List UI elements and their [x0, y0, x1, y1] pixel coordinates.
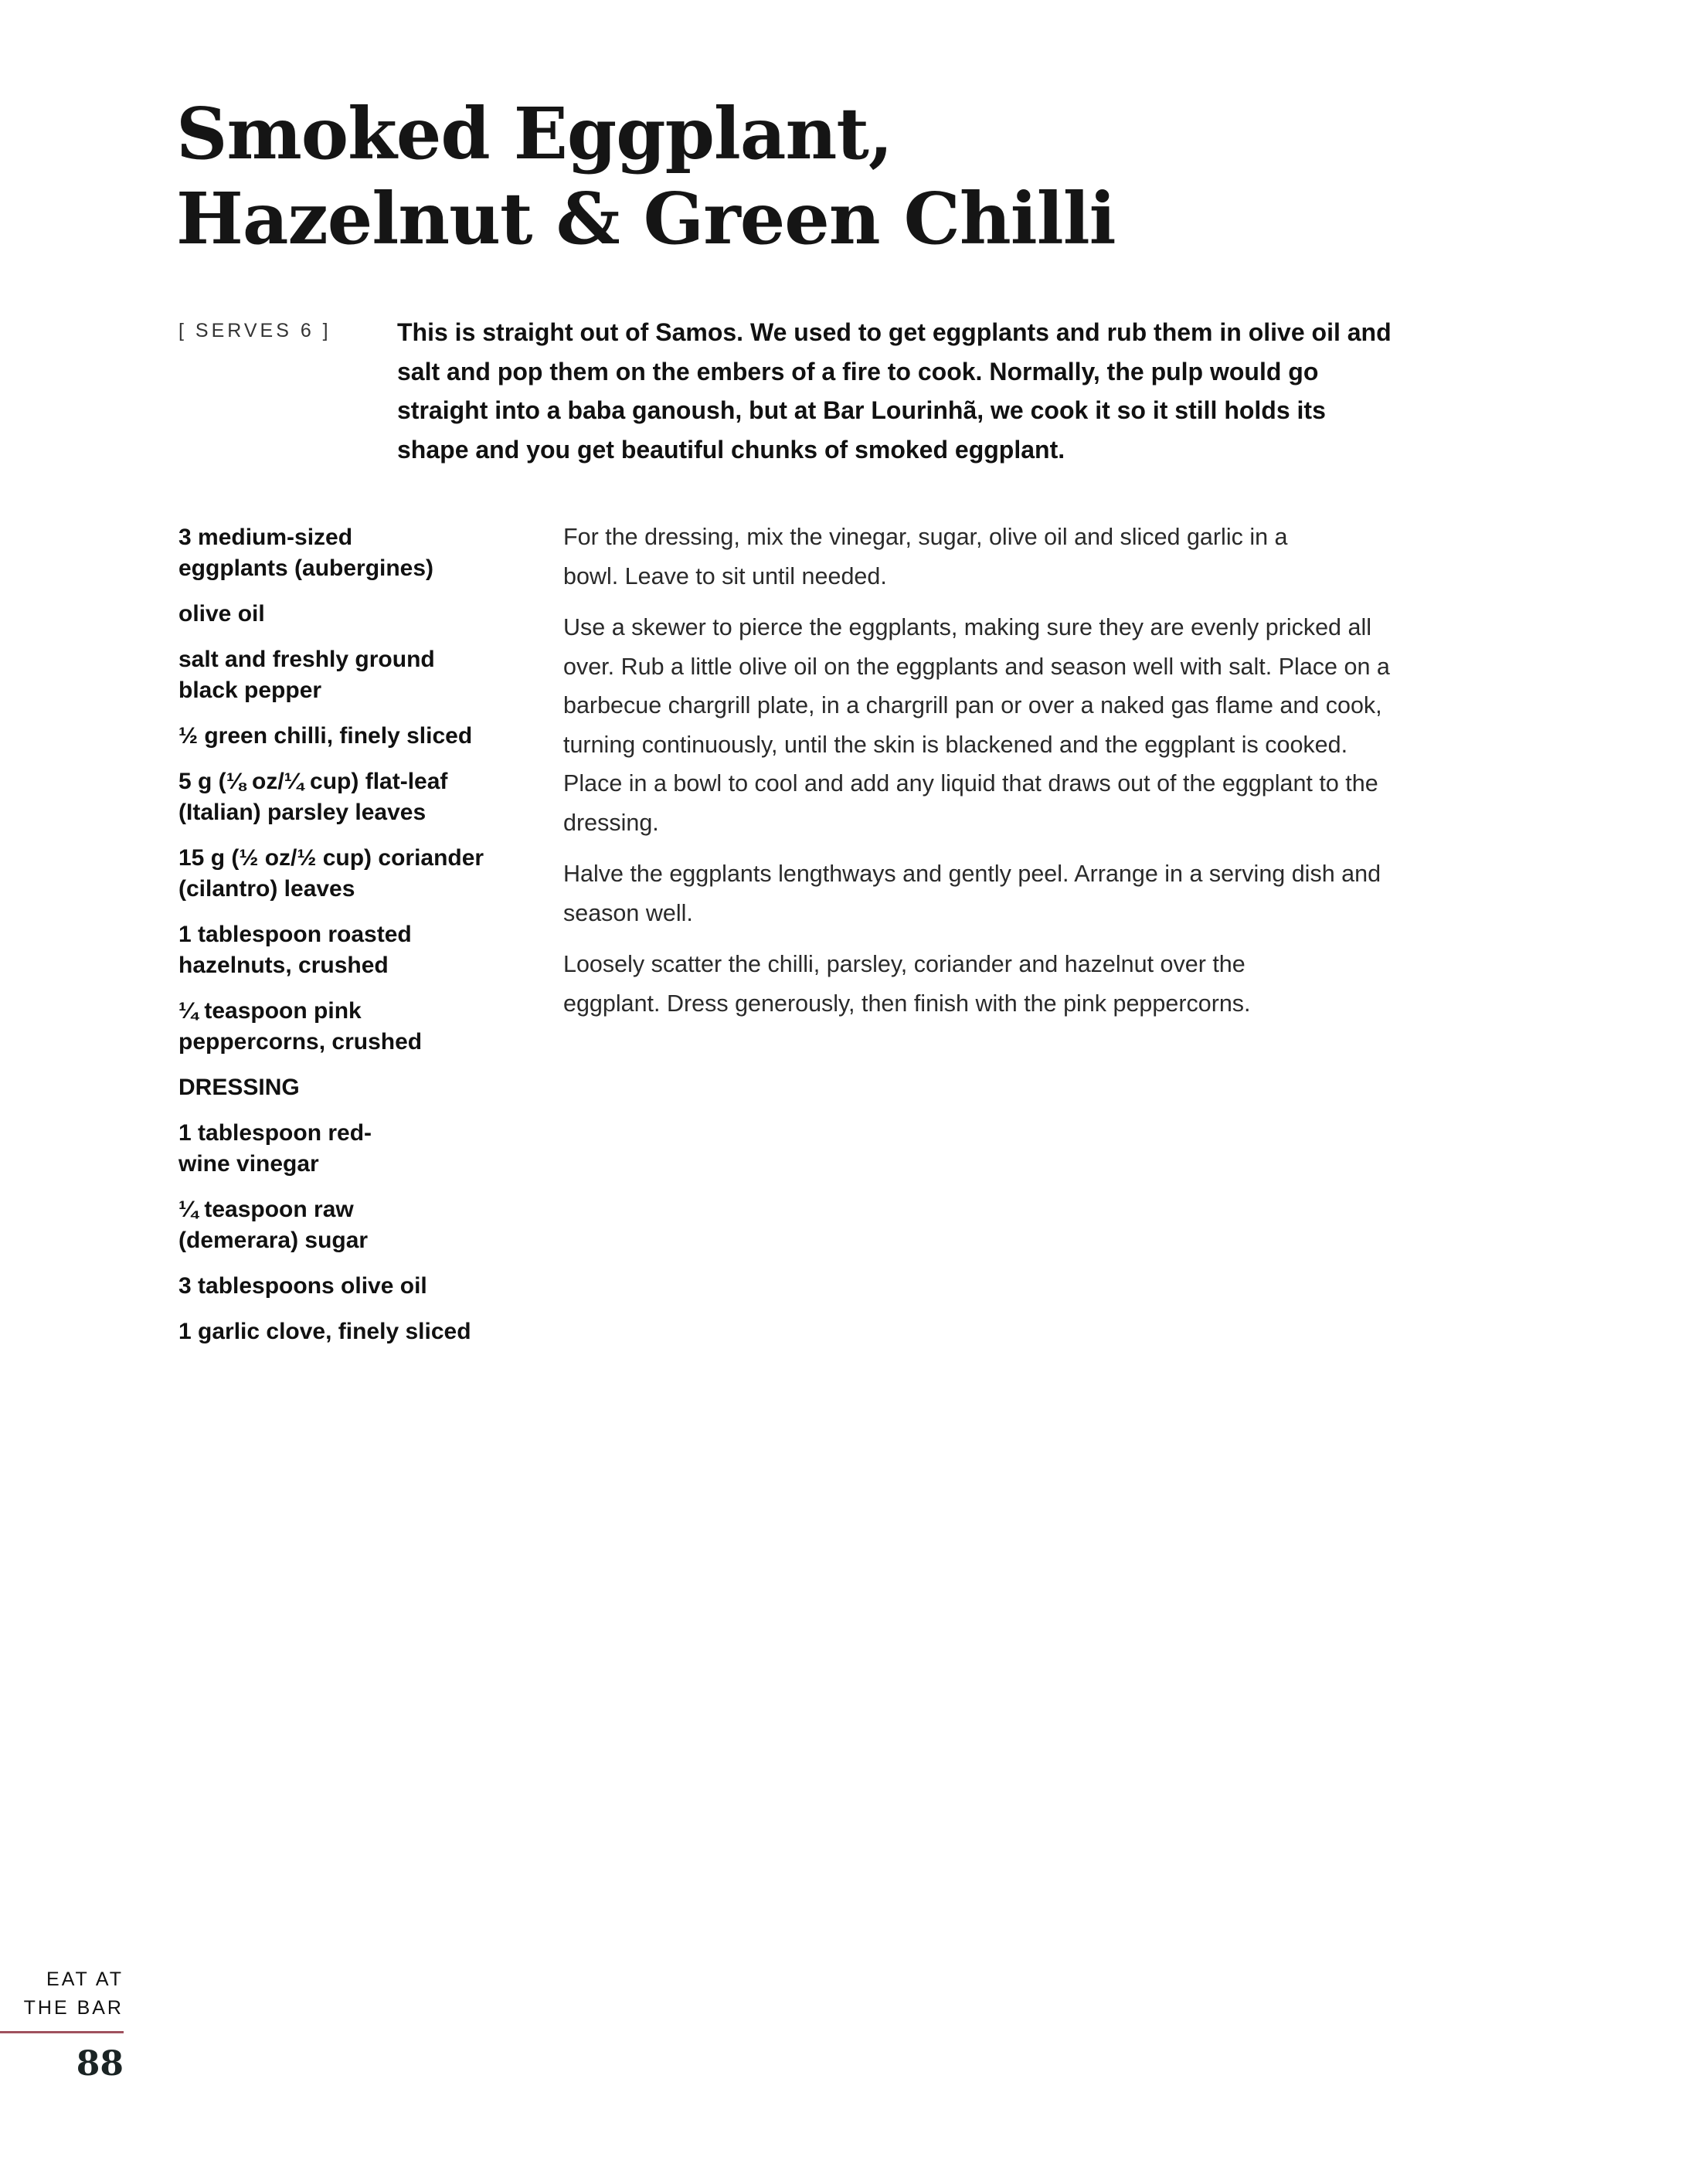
section-label-line-1: EAT AT: [46, 1968, 124, 1990]
ingredient-item: olive oil: [178, 601, 265, 627]
dressing-item: 1 tablespoon red-wine vinegar: [178, 1120, 372, 1177]
section-label-line-2: THE BAR: [23, 1997, 124, 2019]
dressing-heading: DRESSING: [178, 1075, 300, 1100]
title-line-2: Hazelnut & Green Chilli: [176, 177, 1116, 260]
ingredient-item: 15 g (½ oz/½ cup) coriander (cilantro) leaves: [178, 845, 484, 902]
page-number: 88: [76, 2044, 124, 2084]
method-step: Halve the eggplants lengthways and gently peel. Arrange in a serving dish and season well.: [563, 861, 1381, 926]
method-step: Loosely scatter the chilli, parsley, coriander and hazelnut over the eggplant. Dress generously, then finish with the pink peppercorns.: [563, 951, 1251, 1017]
serves-label: [ SERVES 6 ]: [178, 320, 331, 341]
dressing-item: 1 garlic clove, finely sliced: [178, 1319, 471, 1344]
ingredient-item: 3 medium-sized eggplants (aubergines): [178, 525, 434, 581]
ingredient-item: ¼ teaspoon pink peppercorns, crushed: [178, 998, 423, 1055]
recipe-title: [176, 91, 1116, 261]
ingredient-item: salt and freshly ground black pepper: [178, 647, 435, 703]
ingredient-item: 5 g (⅛ oz/¼ cup) flat-leaf (Italian) parsley leaves: [178, 769, 448, 825]
ingredient-list: [178, 522, 503, 1362]
footer-rule: [0, 2031, 124, 2033]
dressing-item: 3 tablespoons olive oil: [178, 1273, 427, 1299]
intro-text: This is straight out of Samos. We used to get eggplants and rub them in olive oil and salt and pop them on the embers of a fire to cook. Normally, the pulp would go straight into a baba ganoush, but at Bar Lourinhã, we cook it so it still holds its shape and you get beautiful chunks of smoked eggplant.: [397, 318, 1392, 464]
method-step: For the dressing, mix the vinegar, sugar, olive oil and sliced garlic in a bowl. Leave to sit until needed.: [563, 524, 1288, 589]
ingredient-item: ½ green chilli, finely sliced: [178, 723, 473, 749]
method-step: Use a skewer to pierce the eggplants, making sure they are evenly pricked all over. Rub a little olive oil on the eggplants and season well with salt. Place on a barbecue chargrill plate, in a chargrill pan or over a naked gas flame and cook, turning continuously, until the skin is blackened and the eggplant is cooked. Place in a bowl to cool and add any liquid that draws out of the eggplant to the dressing.: [563, 614, 1390, 836]
title-line-1: Smoked Eggplant,: [176, 92, 892, 175]
section-label: [24, 1965, 124, 2023]
method-steps: [563, 518, 1398, 1035]
ingredient-item: 1 tablespoon roasted hazelnuts, crushed: [178, 922, 412, 978]
dressing-item: ¼ teaspoon raw (demerara) sugar: [178, 1197, 369, 1253]
